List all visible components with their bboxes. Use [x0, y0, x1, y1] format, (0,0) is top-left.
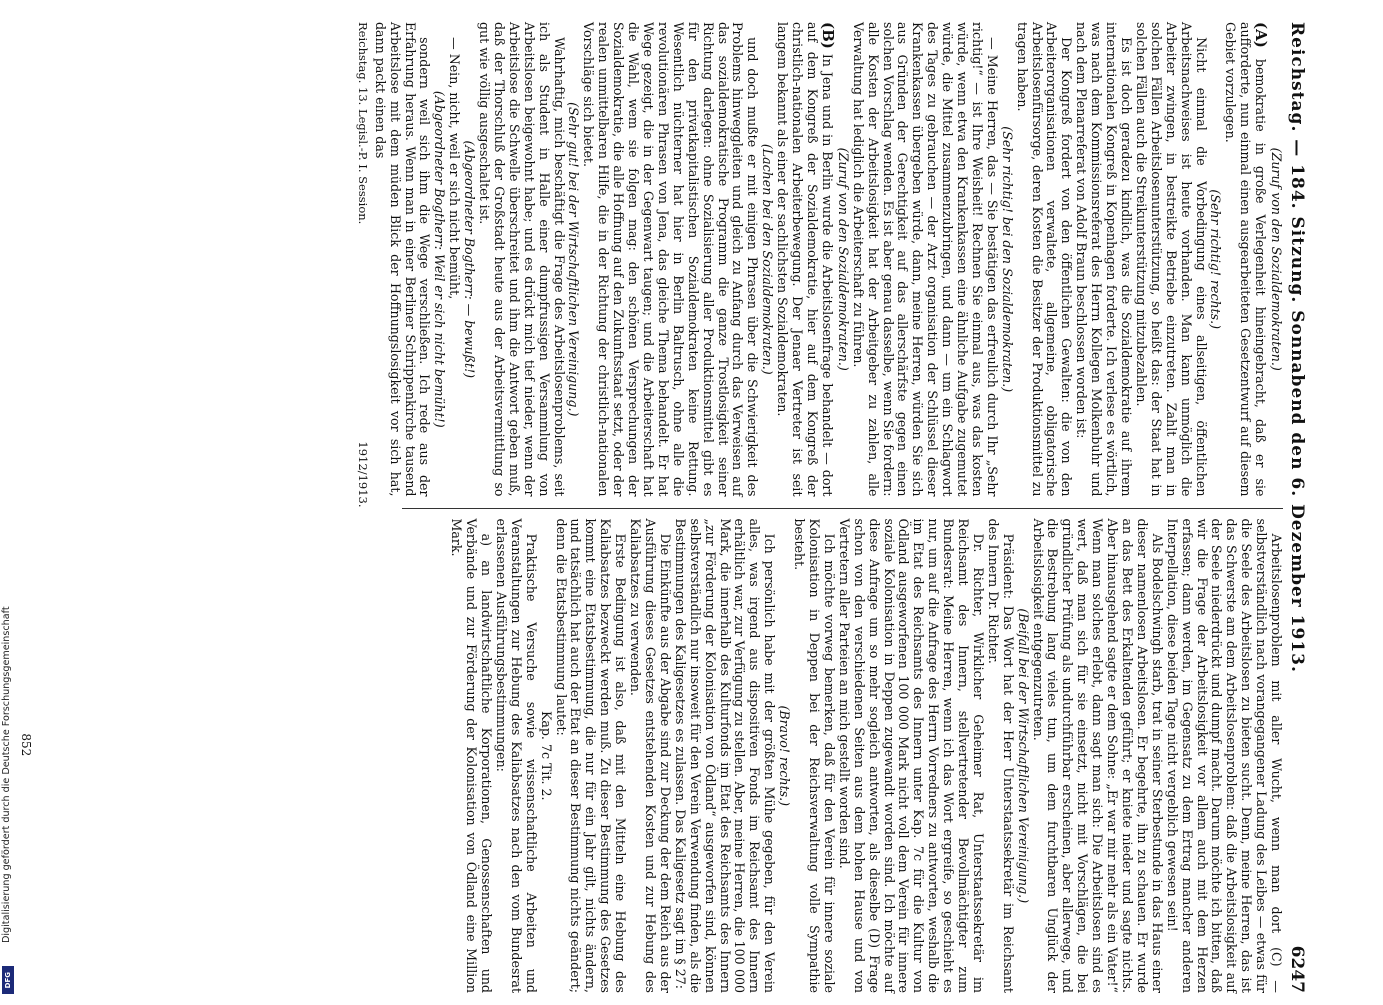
paragraph-text: (Abgeordneter Bogtherr: Weil er sich nicht bemüht!) [432, 90, 448, 428]
paragraph [627, 519, 672, 994]
right-column [372, 519, 1283, 994]
paragraph-text: (Abgeordneter Bogtherr: — bewußt!) [462, 140, 478, 379]
dfg-logo [2, 966, 14, 994]
left-column [372, 22, 1283, 497]
rotated-page [12, 10, 1312, 1005]
paragraph [493, 519, 538, 994]
text-columns [372, 22, 1283, 993]
paragraph-text: Kap. 7c Tit. 2. [538, 710, 554, 801]
paragraph-text: bemokratie in große Verlegenheit hineingebracht, daß er sie aufforderte, nun einmal einen ausgearbeiteten Gesetzentwurf auf diesem Gebiet vorzulegen. [1223, 22, 1269, 497]
paragraph-text: Präsident: Das Wort hat der Herr Unterstaatssekretär im Reichsamt des Innern Dr. Richter. [985, 518, 1016, 993]
centered-heading [538, 519, 553, 994]
margin-marker: (B) [818, 22, 837, 49]
paragraph-text: (Lachen bei den Sozialdemokraten.) [760, 143, 776, 375]
paragraph [581, 22, 760, 497]
paragraph [1222, 22, 1271, 497]
paragraph [791, 519, 836, 994]
interjection [566, 22, 581, 497]
paragraph-text: (Zuruf von den Sozialdemokraten.) [1269, 147, 1285, 371]
page-header [1287, 22, 1307, 993]
paragraph-text: In Jena und in Berlin wurde die Arbeitslosenfrage behandelt — dort auf dem Kongreß der Sozialdemokratie, hier auf dem Kongreß der christlich-nationalen Arbeiterbewegung. Der Jenaer Vertreter ist seit langem bekannt als einer der sachlichsten Sozialdemokraten. [775, 22, 835, 497]
margin-marker: (A) [1252, 22, 1271, 48]
paragraph-text: Es ist doch geradezu kindlich, was die Sozialdemokratie auf ihrem internationalen Kongreß in Kopenhagen forderte. Ich verlese es wörtlich, was nach dem Kommissionsreferat des Herrn Kollegen Molkenbuhr und nach dem Plenarreferat von Adolf Braun beschlossen worden ist: [1074, 22, 1135, 497]
paragraph-text: Praktische Versuche sowie wissenschaftliche Arbeiten und Veranstaltungen zur Hebung des Kaliabsatzes nach den vom Bundesrat erlassenen Ausführungsbestimmungen: [493, 518, 539, 993]
page-number: 852 [18, 733, 33, 757]
dfg-logo-text: DFG [4, 971, 12, 989]
paragraph-text: — Meine Herren, das — Sie bestätigen das erfreulich durch Ihr „Sehr richtig!“ — ist Ihre Weisheit! Rechnen Sie einmal aus, was das kosten würde, wenn etwa den Krankenkassen eine ähnliche Aufgabe zugemutet würde, die Mittel zusammenzubringen, und dann — um ein Schlagwort des Tages zu gebrauchen — der Arzt organisation der Schlüssel dieser Krankenkassen übergeben würde, dann, meine Herren, würden Sie sich aus Gründen der Gerechtigkeit auf das allerschärfste gegen einen solchen Vorschlag wenden. Es ist aber genau dasselbe, wenn Sie fordern: alle Kosten der Arbeitslosigkeit hat der Arbeitgeber zu zahlen, alle Verwaltung hat lediglich die Arbeiterschaft zu führen. [850, 22, 1000, 497]
paragraph [774, 22, 835, 497]
paragraph [672, 519, 776, 994]
interjection [999, 22, 1014, 497]
paragraph-text: — Nein, nicht, weil er sich nicht bemüht, [447, 37, 463, 300]
paragraph [836, 519, 985, 994]
paragraph [1133, 22, 1208, 497]
page-header-number: 6247 [1287, 945, 1307, 993]
paragraph [1073, 22, 1133, 497]
footer-left: Reichstag. 13. Legisl.-P. I. Session. [355, 22, 370, 225]
interjection [776, 519, 791, 994]
paragraph-text: Der Kongreß fordert von den öffentlichen Gewalten: die von den Arbeiterorganisationen verwaltete, allgemeine, obligatorische Arbeitslosenfürsorge, deren Kosten die Besitzer der Produktionsmittel zu tragen haben. [1014, 22, 1075, 497]
paragraph-text: Ich persönlich habe mit der größten Mühe gegeben, für den Verein alles, was irgend aus dispositiven Fonds im Reichsamt des Innern erhältlich war, zur Verfügung zu stellen. Aber, meine Herren, die 100 000 Mark, die innerhalb des Kulturfonds im Etat des Reichsamts des Innern „zur Förderung der Kolonisation von Ödland“ ausgeworfen sind, können selbstverständlich nur insoweit für den Verein Verwendung finden, als die Bestimmungen des Kaligesetzes es zulassen. Das Kaligesetz sagt im § 27: [672, 518, 778, 993]
paragraph [985, 519, 1015, 994]
paragraph-text: Arbeitslosenproblem mit aller Wucht, wenn man dort (C) — selbstverständlich nach vorangegangener Ladung des Leibes — etwas für die Seele des Arbeitslosen zu bieten sucht. Denn, meine Herren, das ist das Schwerste am dem Arbeitslosenproblem: daß die Arbeitslosigkeit auf der Seele niederdrückt und dumpf macht. Darum möchte ich bitten, daß wir die Frage der Arbeitslosigkeit vor allem auch mit dem Herzen erfassen; dann werden, im Gegensatz zu dem Ertrag mancher anderen Interpellation, diese beiden Tage nicht vergeblich gewesen sein! [1164, 518, 1285, 993]
footer-right: 1912/1913. [355, 441, 370, 508]
paragraph-text: Ich möchte vorweg bemerken, daß für den Verein für innere soziale Kolonisation in Deppen bei der Reichsverwaltung volle Sympathie besteht. [792, 518, 837, 993]
interjection [1268, 22, 1283, 497]
interjection [835, 22, 850, 497]
paragraph-text: Erste Bedingung ist also, daß mit den Mitteln eine Hebung des Kaliabsatzes bezweckt werden muß. Zu dieser Bestimmung des Gesetzes kommt eine Etatsbestimmung, die nur für ein Jahr gilt, nichts ändern, und tatsächlich hat auch der Etat an dieser Bestimmung nichts geändert; denn die Etatsbestimmung lautet: [553, 518, 629, 993]
page-footer [355, 22, 370, 508]
paragraph [446, 22, 461, 497]
paragraph [372, 22, 432, 497]
paragraph-text: (Sehr richtig! rechts.) [1208, 189, 1224, 330]
interjection [759, 22, 774, 497]
interjection [1015, 519, 1030, 994]
page-header-title: Reichstag. — 184. Sitzung. Sonnabend den 6. Dezember 1913. [1287, 22, 1307, 673]
interjection [461, 22, 476, 497]
paragraph [1030, 519, 1164, 994]
paragraph-text: Wahrhaftig, mich beschäftigt die Frage des Arbeitslosenproblems, seit ich als Student in Halle einer dumpfrussigen Versammlung von Arbeitslosen beigewohnt habe; und es drückt mich tief nieder, wenn der Arbeitslose die Schwelle überschreitet und ihm die Antwort geben muß, daß der Thorschluß der Großstadt heute aus der Arbeitsvermittlung so gut wie völlig ausgeschaltet ist. [477, 22, 567, 497]
paragraph [850, 22, 999, 497]
paragraph [448, 519, 493, 994]
paragraph-text: (Zuruf von den Sozialdemokraten.) [835, 147, 851, 371]
interjection [431, 22, 446, 497]
paragraph-text: (Sehr gut! bei der Wirtschaftlichen Vereinigung.) [566, 102, 582, 417]
paragraph-text: Die Einkünfte aus der Abgabe sind zur Deckung der dem Reich aus der Ausführung dieses Gesetzes entstehenden Kosten und zur Hebung des Kaliabsatzes zu verwenden. [628, 518, 673, 993]
paragraph [476, 22, 565, 497]
paragraph-text: (Beifall bei der Wirtschaftlichen Vereinigung.) [1015, 608, 1031, 904]
paragraph-text: Nicht einmal die Vorbedingung eines allseitigen, öffentlichen Arbeitsnachweises ist heute vorhanden. Man kann unmöglich die Arbeiter zwingen, in bestreikte Betriebe einzutreten. Zahlt man in solchen Fällen Arbeitslosenunterstützung, so heißt das: der Staat hat in solchen Fällen auch die Streikunterstützung mitzubezahlen. [1133, 22, 1209, 497]
column-divider [402, 508, 1283, 509]
digitization-note: Digitalisierung gefördert durch die Deutsche Forschungsgemeinschaft [1, 606, 12, 943]
interjection [1208, 22, 1223, 497]
paragraph [1014, 22, 1074, 497]
paragraph-text: (Sehr richtig! bei den Sozialdemokraten.) [999, 126, 1015, 393]
paragraph-text: Als Bodelschwingh starb, trat in seiner Sterbestunde in das Haus einer dieser namenlosen Arbeitslosen. Er begehrte, ihn zu schauen. Er wurde an das Bett des Erkaltenden geführt; er kniete nieder und sagte nichts. Aber hinausgehend sagte er dem Sohne: „Er war mir mehr als ein Vater!“ Wenn man solches erlebt, dann sagt man sich: Die Arbeitslosen sind es wert, daß man sich für sie einsetzt, nicht mit Vorschlägen, die bei gründlicher Prüfung als undurchführbar erscheinen, aber allerwege, und die Bestrebung lang vieles tun, um dem furchtbaren Unglück der Arbeitslosigkeit entgegenzutreten. [1030, 518, 1165, 993]
paragraph [553, 519, 628, 994]
paragraph [1164, 519, 1283, 994]
paragraph-text: (Bravo! rechts.) [777, 705, 793, 807]
paragraph-text: sondern weil sich ihm die Wege verschließen. Ich rede aus der Erfahrung heraus. Wenn man in einer Berliner Schrippenkirche tausend Arbeitslose mit dem müden Blick der Hoffnungslosigkeit vor sich hat, dann packt einen das [372, 22, 433, 497]
paragraph-text: und doch mußte er mit einigen Phrasen über die Schwierigkeit des Problems hinweggleiten und gleich zu Anfang durch das Verweisen auf das sozialdemokratische Programm die ganze Trostlosigkeit seiner Richtung darlegen: ohne Sozialisierung aller Produktionsmittel gibt es für den privatkapitalistischen Sozialdemokraten keine Rettung. Wesentlich nüchterner hat hier in Berlin Baltrusch, ohne alle die revolutionären Phrasen von Jena, das gleiche Thema behandelt. Er hat Wege gezeigt, die in der Gegenwart taugen; und die Arbeiterschaft hat die Wahl, wem sie folgen mag: den schönen Versprechungen der Sozialdemokratie, die alle Hoffnung auf den Zukunftsstaat setzt, oder der realen unmittelbaren Hilfe, die in der Richtung der christlich-nationalen Vorschläge sich bietet. [581, 22, 761, 497]
paragraph-text: a) an landwirtschaftliche Korporationen, Genossenschaften und Verbände und zur Förderung der Kolonisation von Ödland eine Million Mark. [449, 518, 495, 993]
paragraph-text: Dr. Richter, Wirklicher Geheimer Rat, Unterstaatssekretär im Reichsamt des Innern, stellvertretender Bevollmächtigter zum Bundesrat: Meine Herren, wenn ich das Wort ergreife, so geschieht es nur, um auf die Anfrage des Herrn Vorredners zu antworten, weshalb die im Etat des Reichsamts des Innern unter Kap. 7c für die Kultur von Ödland ausgeworfenen 100 000 Mark nicht voll dem Verein für innere soziale Kolonisation in Deppen zugewandt worden sind. Ich möchte auf diese Anfrage um so mehr sogleich antworten, als dieselbe (D) Frage schon von den verschiedenen Seiten aus dem hohen Hause und von Vertretern aller Parteien an mich gestellt worden sind. [836, 518, 986, 993]
